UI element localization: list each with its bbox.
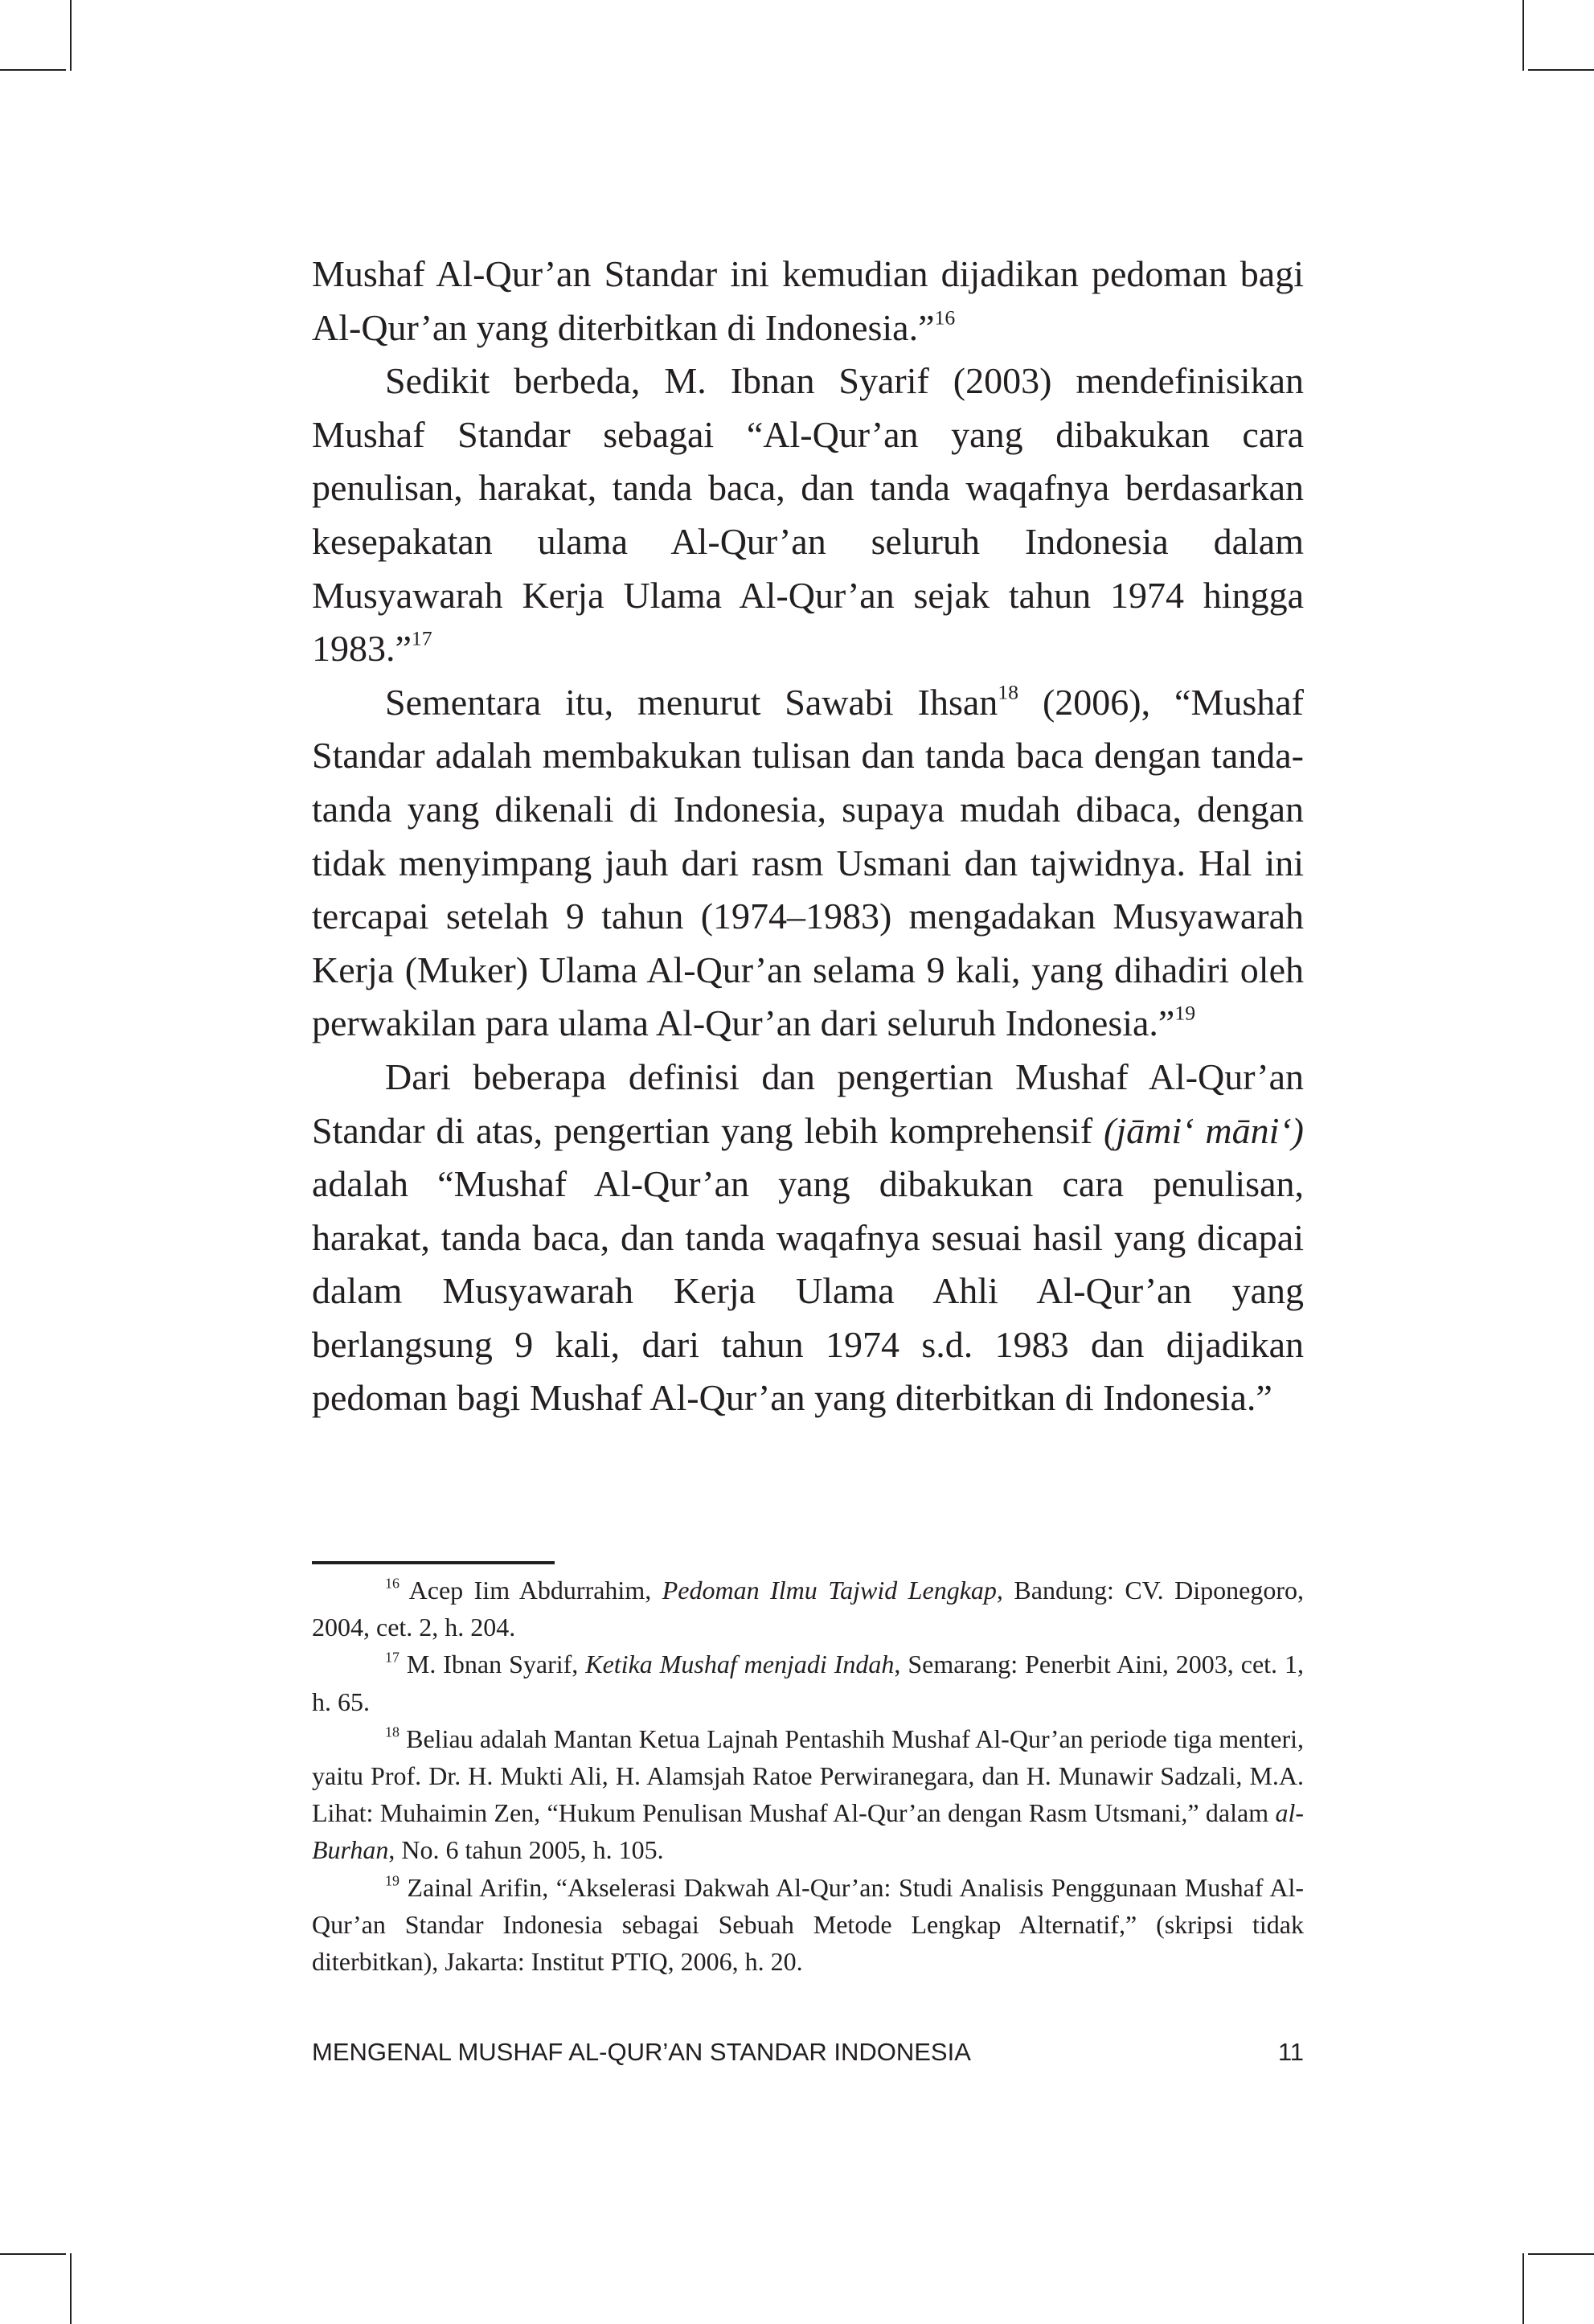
footnote-16-title: Pedoman Ilmu Tajwid Lengkap, <box>662 1576 1003 1605</box>
footnote-18-text-part-1: Beliau adalah Mantan Ketua Lajnah Pentashih Mushaf Al-Qur’an periode tiga menteri, yaitu Prof. Dr. H. Mukti Ali, H. Alamsjah Ratoe Perwiranegara, dan H. Munawir Sadzali, M.A. Lihat: Muhaimin Zen, “Hukum Penulisan Mushaf Al-Qur’an dengan Rasm Utsmani,” dalam <box>312 1724 1304 1828</box>
footnote-17-number: 17 <box>385 1649 400 1666</box>
crop-mark-top-left-vertical <box>70 0 72 71</box>
footnote-ref-18: 18 <box>998 680 1019 704</box>
crop-mark-top-right-horizontal <box>1528 69 1594 71</box>
paragraph-1 <box>312 248 1304 355</box>
footnote-18-number: 18 <box>385 1724 400 1740</box>
paragraph-4-italic-term: (jāmi‘ māni‘) <box>1104 1109 1304 1151</box>
footnote-16 <box>312 1572 1304 1646</box>
crop-mark-bottom-right-vertical <box>1522 2253 1524 2324</box>
crop-mark-bottom-right-horizontal <box>1528 2253 1594 2255</box>
paragraph-4 <box>312 1051 1304 1425</box>
footnote-17-text-part-2: , Semarang: Penerbit Aini, 2003, cet. 1, h. 65. <box>312 1650 1304 1716</box>
crop-mark-top-left-horizontal <box>0 69 66 71</box>
footnote-18-text-part-2: , No. 6 tahun 2005, h. 105. <box>388 1835 664 1865</box>
paragraph-4-text-part-2: adalah “Mushaf Al-Qur’an yang dibakukan cara penulisan, harakat, tanda baca, dan tanda waqafnya sesuai hasil yang dicapai dalam Musyawarah Kerja Ulama Ahli Al-Qur’an yang berlangsung 9 kali, dari tahun 1974 s.d. 1983 dan dijadikan pedoman bagi Mushaf Al-Qur’an yang diterbitkan di Indonesia.” <box>312 1163 1304 1419</box>
footnote-16-text-part-2: Bandung: CV. Diponegoro, 2004, cet. 2, h. 204. <box>312 1576 1305 1642</box>
footnote-19-number: 19 <box>385 1872 400 1889</box>
footnote-18-journal: al-Burhan <box>312 1798 1304 1865</box>
paragraph-2 <box>312 355 1304 676</box>
page-number: 11 <box>1277 2038 1304 2066</box>
footnote-17-text-part-1: M. Ibnan Syarif, <box>399 1650 586 1679</box>
footnote-17 <box>312 1646 1304 1719</box>
footnote-19 <box>312 1869 1304 1981</box>
paragraph-3-text-part-2: (2006), “Mushaf Standar adalah membakukan tulisan dan tanda baca dengan tanda-tanda yang dikenali di Indonesia, supaya mudah dibaca, dengan tidak menyimpang jauh dari rasm Usmani dan tajwidnya. Hal ini tercapai setelah 9 tahun (1974–1983) mengadakan Musyawarah Kerja (Muker) Ulama Al-Qur’an selama 9 kali, yang dihadiri oleh perwakilan para ulama Al-Qur’an dari seluruh Indonesia.” <box>312 681 1304 1044</box>
crop-mark-bottom-left-vertical <box>70 2253 72 2324</box>
footnote-ref-19: 19 <box>1174 1002 1196 1025</box>
running-footer <box>312 2038 1304 2078</box>
footnote-19-text: Zainal Arifin, “Akselerasi Dakwah Al-Qur’an: Studi Analisis Penggunaan Mushaf Al-Qur’an Standar Indonesia sebagai Sebuah Metode Lengkap Alternatif,” (skripsi tidak diterbitkan), Jakarta: Institut PTIQ, 2006, h. 20. <box>312 1872 1304 1977</box>
footnote-16-text-part-1: Acep Iim Abdurrahim, <box>399 1576 662 1605</box>
footnote-17-title: Ketika Mushaf menjadi Indah <box>585 1650 895 1679</box>
footnote-separator <box>312 1561 555 1564</box>
paragraph-3-text-part-1: Sementara itu, menurut Sawabi Ihsan <box>385 681 998 723</box>
footnote-ref-16: 16 <box>934 305 956 330</box>
footnote-18 <box>312 1720 1304 1869</box>
paragraph-1-text: Mushaf Al-Qur’an Standar ini kemudian dijadikan pedoman bagi Al-Qur’an yang diterbitkan di Indonesia.” <box>312 253 1304 348</box>
paragraph-3 <box>312 676 1304 1051</box>
body-text <box>312 248 1304 1425</box>
footnote-16-number: 16 <box>385 1575 400 1592</box>
paragraph-4-text-part-1: Dari beberapa definisi dan pengertian Mushaf Al-Qur’an Standar di atas, pengertian yang lebih komprehensif <box>312 1055 1304 1151</box>
running-title: MENGENAL MUSHAF AL-QUR’AN STANDAR INDONESIA <box>312 2038 971 2066</box>
crop-mark-bottom-left-horizontal <box>0 2253 66 2255</box>
paragraph-2-text: Sedikit berbeda, M. Ibnan Syarif (2003) mendefinisikan Mushaf Standar sebagai “Al-Qur’an yang dibakukan cara penulisan, harakat, tanda baca, dan tanda waqafnya berdasarkan kesepakatan ulama Al-Qur’an seluruh Indonesia dalam Musyawarah Kerja Ulama Al-Qur’an sejak tahun 1974 hingga 1983.” <box>312 360 1304 670</box>
footnotes <box>312 1572 1304 1980</box>
crop-mark-top-right-vertical <box>1522 0 1524 71</box>
footnote-ref-17: 17 <box>411 626 432 650</box>
